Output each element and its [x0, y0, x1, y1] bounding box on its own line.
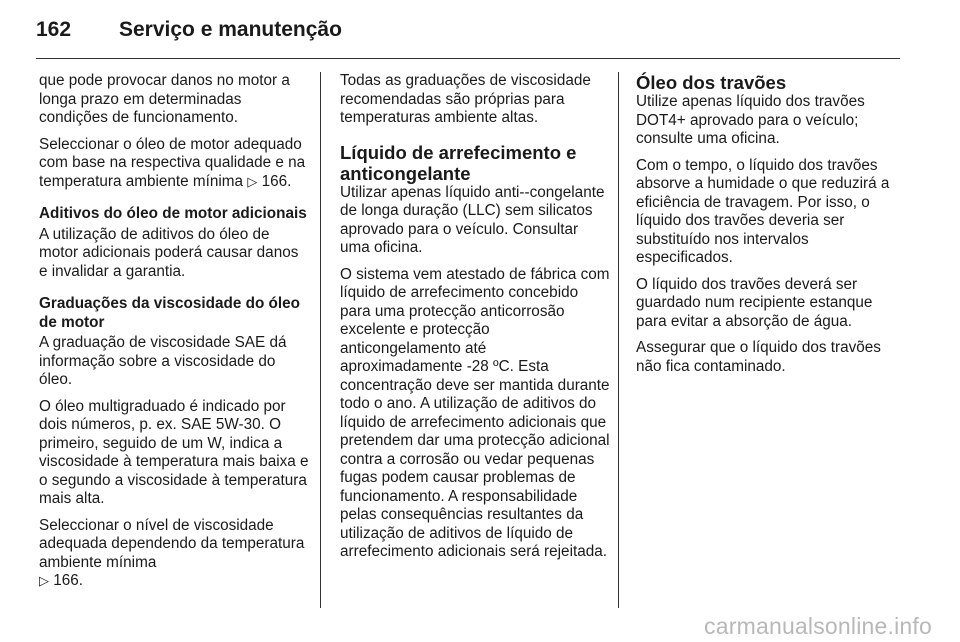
paragraph: Todas as graduações de viscosidade recomendadas são próprias para temperaturas ambiente altas.: [340, 72, 591, 126]
arrow-reference-icon: ▷: [39, 573, 49, 588]
page-number: 162: [36, 18, 72, 41]
watermark: carmanualsonline.info: [704, 613, 932, 639]
column-3: [636, 72, 900, 384]
column-1: [39, 72, 309, 599]
section-heading: Graduações da viscosidade do óleo de motor: [39, 295, 300, 331]
column-divider: [320, 72, 321, 608]
page-reference-link[interactable]: 166.: [261, 172, 292, 190]
paragraph: Com o tempo, o líquido dos travões absorve a humidade o que reduzirá a eficiência de travagem. Por isso, o líquido dos travões deveria ser substituído nos intervalos especificados.: [636, 156, 890, 266]
column-divider: [618, 72, 619, 608]
page-reference-link[interactable]: 166.: [53, 572, 84, 589]
arrow-reference-icon: ▷: [247, 173, 258, 189]
paragraph: O sistema vem atestado de fábrica com líquido de arrefecimento concebido para uma protecção anticorrosão excelente e protecção anticongelamento até aproximadamente -28 ºC. Esta concentração deve ser mantida durante todo o ano. A utilização de aditivos do líquido de arrefecimento adicionais que pretendem dar uma protecção adicional contra a corrosão ou vedar pequenas fugas podem causar problemas de funcionamento. A responsabilidade pelas consequências resultantes da utilização de aditivos de líquido de arrefecimento adicionais será rejeitada.: [340, 265, 610, 560]
paragraph: O óleo multigraduado é indicado por dois números, p. ex. SAE 5W-30. O primeiro, seguido de um W, indica a viscosidade à temperatura mais baixa e o segundo a viscosidade à temperatura mais alta.: [39, 397, 309, 507]
section-heading: Líquido de arrefecimento e anticongelante: [340, 141, 577, 184]
paragraph: Assegurar que o líquido dos travões não fica contaminado.: [636, 339, 881, 375]
paragraph: [39, 136, 309, 192]
paragraph-text: Seleccionar o nível de viscosidade adequada dependendo da temperatura ambiente mínima: [39, 516, 305, 571]
section-heading: Óleo dos travões: [636, 72, 787, 93]
page-header-title: Serviço e manutenção: [119, 18, 342, 41]
paragraph: O líquido dos travões deverá ser guardado num recipiente estanque para evitar a absorção de água.: [636, 275, 873, 330]
column-2: [340, 72, 610, 570]
paragraph: que pode provocar danos no motor a longa prazo em determinadas condições de funcionamento.: [39, 72, 290, 126]
paragraph: Utilize apenas líquido dos travões DOT4+ aprovado para o veículo; consulte uma oficina.: [636, 93, 865, 147]
paragraph-text: Seleccionar o óleo de motor adequado com base na respectiva qualidade e na temperatura ambiente mínima: [39, 135, 306, 190]
paragraph: [39, 517, 309, 591]
paragraph: A utilização de aditivos do óleo de motor adicionais poderá causar danos e invalidar a garantia.: [39, 225, 299, 280]
paragraph: A graduação de viscosidade SAE dá informação sobre a viscosidade do óleo.: [39, 334, 287, 388]
section-heading: Aditivos do óleo de motor adicionais: [39, 205, 307, 222]
header-rule: [36, 58, 900, 59]
paragraph: Utilizar apenas líquido anti--congelante de longa duração (LLC) sem silicatos aprovado para o veículo. Consultar uma oficina.: [340, 183, 605, 256]
